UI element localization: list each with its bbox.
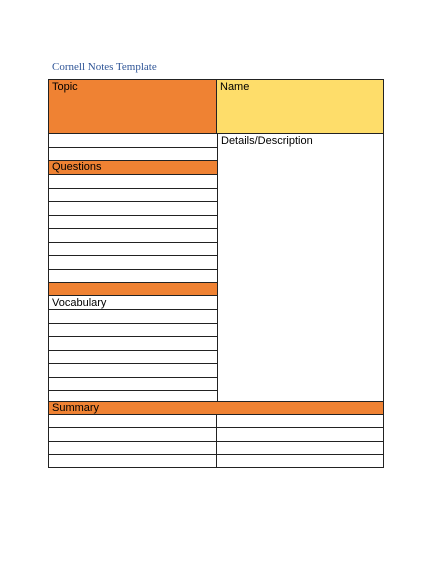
separator-bar <box>49 283 217 296</box>
details-description-cell[interactable] <box>217 134 383 401</box>
question-line[interactable] <box>49 175 217 189</box>
vocabulary-line[interactable] <box>49 364 217 378</box>
question-line[interactable] <box>49 243 217 257</box>
summary-line-right[interactable] <box>217 455 383 467</box>
cornell-notes-table <box>48 79 384 468</box>
summary-line-left[interactable] <box>49 428 217 441</box>
vocabulary-line[interactable] <box>49 351 217 365</box>
vocabulary-header <box>49 296 217 310</box>
vocabulary-line[interactable] <box>49 310 217 324</box>
question-line[interactable] <box>49 216 217 230</box>
topic-label: Topic <box>52 81 78 93</box>
questions-label: Questions <box>52 161 102 173</box>
vocabulary-line[interactable] <box>49 378 217 392</box>
question-line[interactable] <box>49 229 217 243</box>
questions-header <box>49 161 217 175</box>
summary-label: Summary <box>52 402 100 414</box>
vocabulary-line[interactable] <box>49 391 217 401</box>
blank-row[interactable] <box>49 134 217 148</box>
summary-line-right[interactable] <box>217 428 383 441</box>
summary-header <box>49 401 383 415</box>
summary-line-left[interactable] <box>49 455 217 467</box>
vocabulary-line[interactable] <box>49 337 217 351</box>
summary-line-left[interactable] <box>49 415 217 428</box>
vocabulary-line[interactable] <box>49 324 217 338</box>
blank-row[interactable] <box>49 148 217 161</box>
details-description-label: Details/Description <box>221 135 313 147</box>
question-line[interactable] <box>49 270 217 284</box>
summary-line-right[interactable] <box>217 442 383 455</box>
question-line[interactable] <box>49 202 217 216</box>
name-cell[interactable] <box>217 80 383 134</box>
name-label: Name <box>220 81 250 93</box>
question-line[interactable] <box>49 256 217 270</box>
question-line[interactable] <box>49 189 217 203</box>
summary-line-left[interactable] <box>49 442 217 455</box>
summary-line-right[interactable] <box>217 415 383 428</box>
topic-cell[interactable] <box>49 80 217 134</box>
document-title: Cornell Notes Template <box>52 61 157 73</box>
vocabulary-label: Vocabulary <box>52 297 107 309</box>
